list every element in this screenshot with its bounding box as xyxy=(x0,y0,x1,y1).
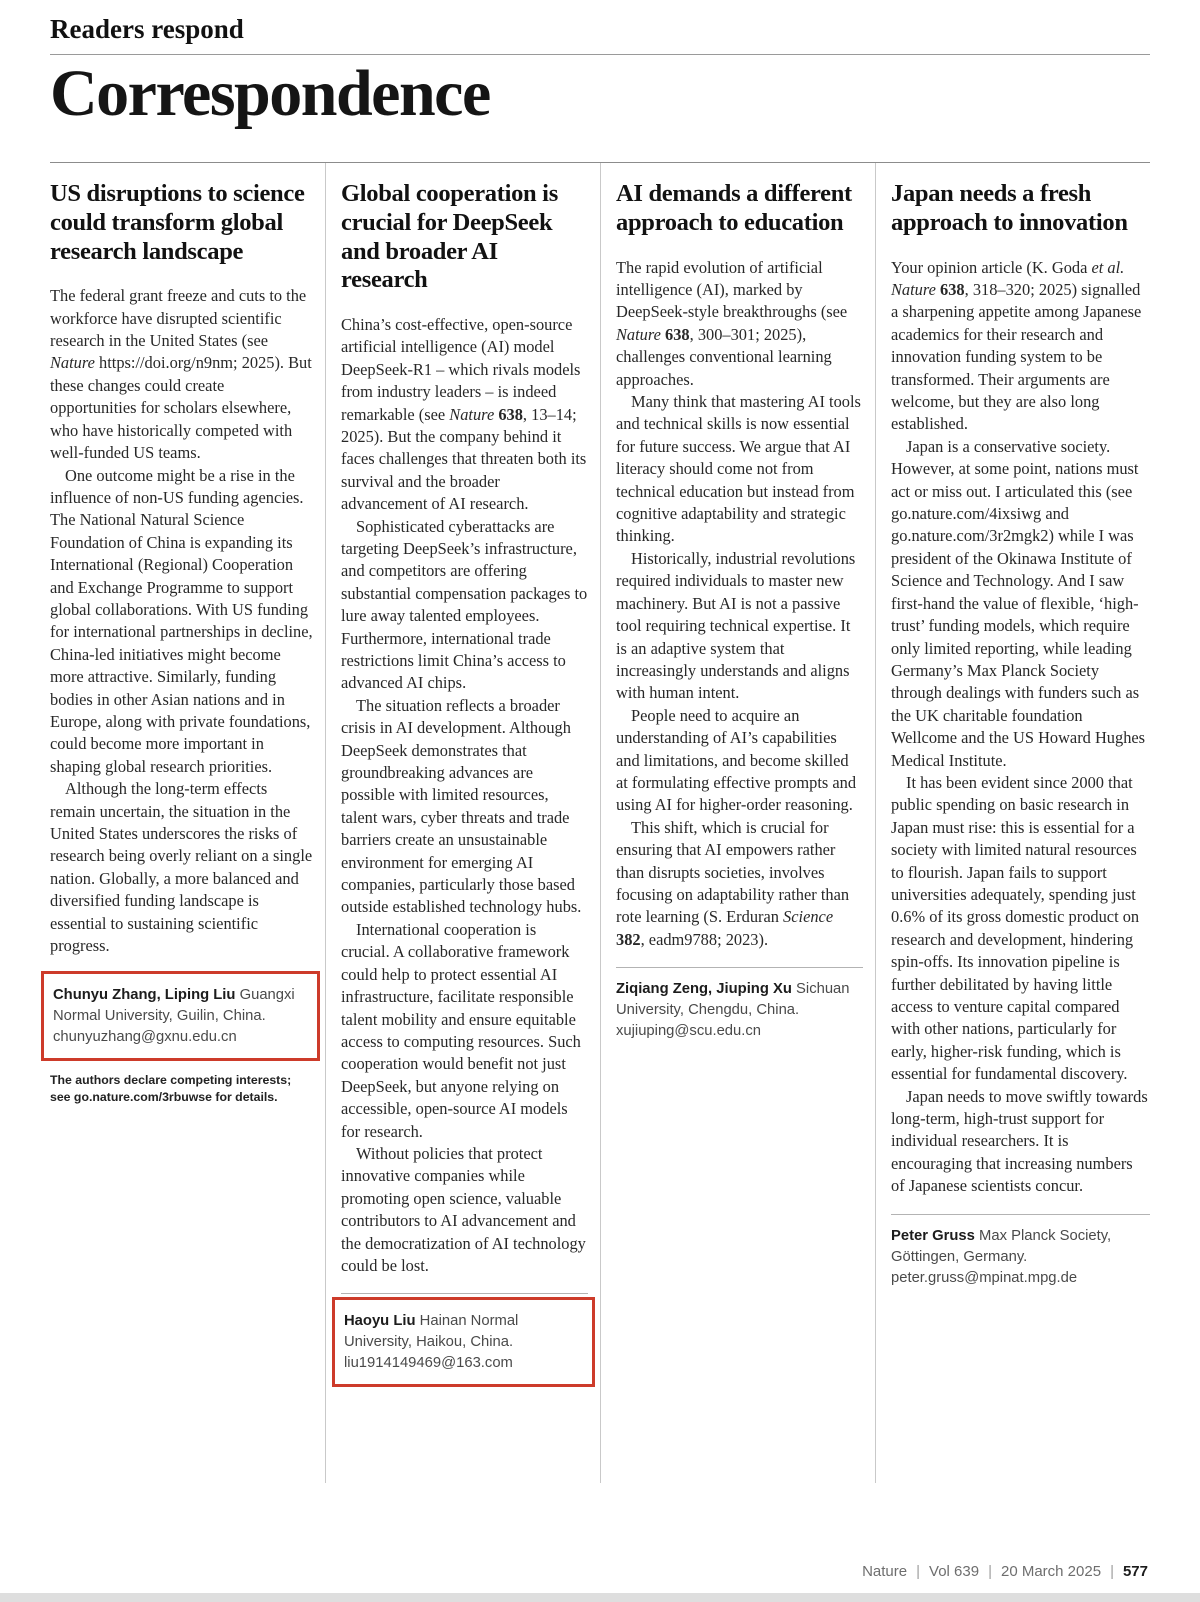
footer-date: 20 March 2025 xyxy=(1000,1563,1102,1580)
paragraph: Although the long-term effects remain uncertain, the situation in the United States underscores the risks of research being overly reliant on a single nation. Globally, a more balanced and diversified funding landscape is essential to sustaining scientific progress. xyxy=(50,779,313,956)
letter-title: US disruptions to science could transform global research landscape xyxy=(50,180,305,265)
footer-page-number: 577 xyxy=(1122,1563,1148,1580)
letter-body xyxy=(341,314,588,1277)
paragraph: One outcome might be a rise in the influence of non-US funding agencies. The National Natural Science Foundation of China is expanding its International (Regional) Cooperation and Exchange Programme to support global collaborations. With US funding for international partnerships in decline, China-led initiatives might become more attractive. Similarly, funding bodies in other Asian nations and in Europe, along with private foundations, could become more important in shaping global research priorities. xyxy=(50,465,313,776)
page-footer xyxy=(862,1563,1148,1580)
paragraph: China’s cost-effective, open-source artificial intelligence (AI) model DeepSeek-R1 – which rivals models from industry leaders – is indeed remarkable (see Nature 638, 13–14; 2025). But the company behind it faces challenges that threaten both its survival and the broader advancement of AI research. xyxy=(341,314,587,514)
letter-body xyxy=(616,257,863,952)
author-email: chunyuzhang@gxnu.edu.cn xyxy=(53,1029,237,1046)
author-affiliation: Max Planck Society, Göttingen, Germany. xyxy=(891,1227,1112,1265)
section-kicker: Readers respond xyxy=(50,14,244,44)
letter-body xyxy=(891,257,1150,1198)
paragraph: The situation reflects a broader crisis in AI development. Although DeepSeek demonstrates that groundbreaking advances are possible with limited resources, talent wars, cyber threats and trade barriers create an unsustainable environment for emerging AI companies, particularly those based outside established technology hubs. xyxy=(341,695,582,917)
author-email: xujiuping@scu.edu.cn xyxy=(616,1023,761,1040)
paragraph: Without policies that protect innovative companies while promoting open science, valuable contributors to AI advancement and the democratization of AI technology could be lost. xyxy=(341,1143,586,1275)
footer-separator: | xyxy=(988,1563,992,1580)
author-email: liu1914149469@163.com xyxy=(344,1355,513,1372)
competing-interests-note: The authors declare competing interests; see go.nature.com/3rbuwse for details. xyxy=(50,1073,292,1105)
paragraph: Japan is a conservative society. However, at some point, nations must act or miss out. I articulated this (see go.nature.com/4ixsiwg and go.nature.com/3r2mgk2) while I was president of the Okinawa Institute of Science and Technology. And I saw first-hand the value of flexible, ‘high-trust’ funding models, which require only limited reporting, while leading Germany’s Max Planck Society through dealings with funders such as the UK charitable foundation Wellcome and the US Howard Hughes Medical Institute. xyxy=(891,436,1146,770)
paragraph: The federal grant freeze and cuts to the workforce have disrupted scientific research in the United States (see Nature https://doi.org/n9nm; 2025). But these changes could create opportunities for scholars elsewhere, who have historically competed with well-funded US teams. xyxy=(50,286,312,463)
author-email: peter.gruss@mpinat.mpg.de xyxy=(891,1269,1078,1286)
paragraph: Your opinion article (K. Goda et al. Nature 638, 318–320; 2025) signalled a sharpening appetite among Japanese academics for their research and innovation funding system to be transformed. Their arguments are welcome, but they are also long established. xyxy=(891,257,1142,434)
author-affiliation: Sichuan University, Chengdu, China. xyxy=(616,981,850,1019)
paragraph: International cooperation is crucial. A collaborative framework could help to protect essential AI infrastructure, facilitate responsible talent mobility and ensure equitable access to computing resources. Such cooperation would benefit not just DeepSeek, but anyone relying on accessible, open-source AI models for research. xyxy=(341,919,581,1141)
paragraph: Sophisticated cyberattacks are targeting DeepSeek’s infrastructure, and competitors are offering substantial compensation packages to lure away talented employees. Furthermore, international trade restrictions limit China’s access to advanced AI chips. xyxy=(341,516,588,693)
paragraph: It has been evident since 2000 that public spending on basic research in Japan must rise: this is essential for a society with limited natural resources to flourish. Japan fails to support universities adequately, spending just 0.6% of its gross domestic product on research and development, hindering spin-offs. Its innovation pipeline is further debilitated by having little access to venture capital compared with other nations, particularly for early, higher-risk funding, which is essential for fundamental discovery. xyxy=(891,772,1140,1084)
paragraph: People need to acquire an understanding of AI’s capabilities and limitations, and become skilled at formulating effective prompts and using AI for higher-order reasoning. xyxy=(616,705,857,815)
letter-japan-innovation xyxy=(875,163,1150,1483)
page-header xyxy=(50,12,1150,128)
byline-rule xyxy=(341,1293,588,1294)
author-names: Peter Gruss xyxy=(891,1227,975,1244)
author-highlight-box xyxy=(41,971,320,1061)
author-names: Haoyu Liu xyxy=(344,1313,416,1330)
letter-body xyxy=(50,285,313,957)
footer-separator: | xyxy=(1110,1563,1114,1580)
author-affiliation: Guangxi Normal University, Guilin, China. xyxy=(53,987,295,1025)
letter-title: Global cooperation is crucial for DeepSeek and broader AI research xyxy=(341,180,558,294)
letter-title: Japan needs a fresh approach to innovation xyxy=(891,180,1128,236)
letters-columns xyxy=(50,163,1150,1483)
kicker-rule xyxy=(50,54,1150,55)
paragraph: The rapid evolution of artificial intelligence (AI), marked by DeepSeek-style breakthroughs (see Nature 638, 300–301; 2025), challenges conventional learning approaches. xyxy=(616,257,848,389)
letter-title: AI demands a different approach to education xyxy=(616,180,852,236)
author-names: Chunyu Zhang, Liping Liu xyxy=(53,987,236,1004)
footer-separator: | xyxy=(916,1563,921,1580)
paragraph: Historically, industrial revolutions required individuals to master new machinery. But AI is not a passive tool requiring technical expertise. It is an adaptive system that increasingly understands and aligns with human intent. xyxy=(616,548,856,703)
letter-ai-education xyxy=(600,163,875,1483)
letter-us-disruptions xyxy=(50,163,325,1483)
footer-journal: Nature xyxy=(862,1563,908,1580)
bottom-edge-strip xyxy=(0,1593,1200,1602)
paragraph: This shift, which is crucial for ensuring that AI empowers rather than disrupts societies, involves focusing on adaptability rather than rote learning (S. Erduran Science 382, eadm9788; 2023). xyxy=(616,817,850,949)
paragraph: Many think that mastering AI tools and technical skills is now essential for future success. We argue that AI literacy should come not from technical education but instead from cognitive adaptability and strategic thinking. xyxy=(616,392,861,546)
footer-volume: Vol 639 xyxy=(929,1563,980,1580)
author-byline xyxy=(891,1215,1150,1289)
author-byline xyxy=(616,968,863,1042)
letter-deepseek-cooperation xyxy=(325,163,600,1483)
author-byline xyxy=(344,1307,583,1374)
author-affiliation: Hainan Normal University, Haikou, China. xyxy=(344,1313,519,1351)
page-title: Correspondence xyxy=(50,57,490,130)
author-highlight-box xyxy=(332,1297,595,1387)
paragraph: Japan needs to move swiftly towards long-term, high-trust support for individual researchers. It is encouraging that increasing numbers of Japanese scientists concur. xyxy=(891,1086,1148,1196)
author-names: Ziqiang Zeng, Jiuping Xu xyxy=(616,981,792,998)
author-byline xyxy=(53,981,308,1048)
